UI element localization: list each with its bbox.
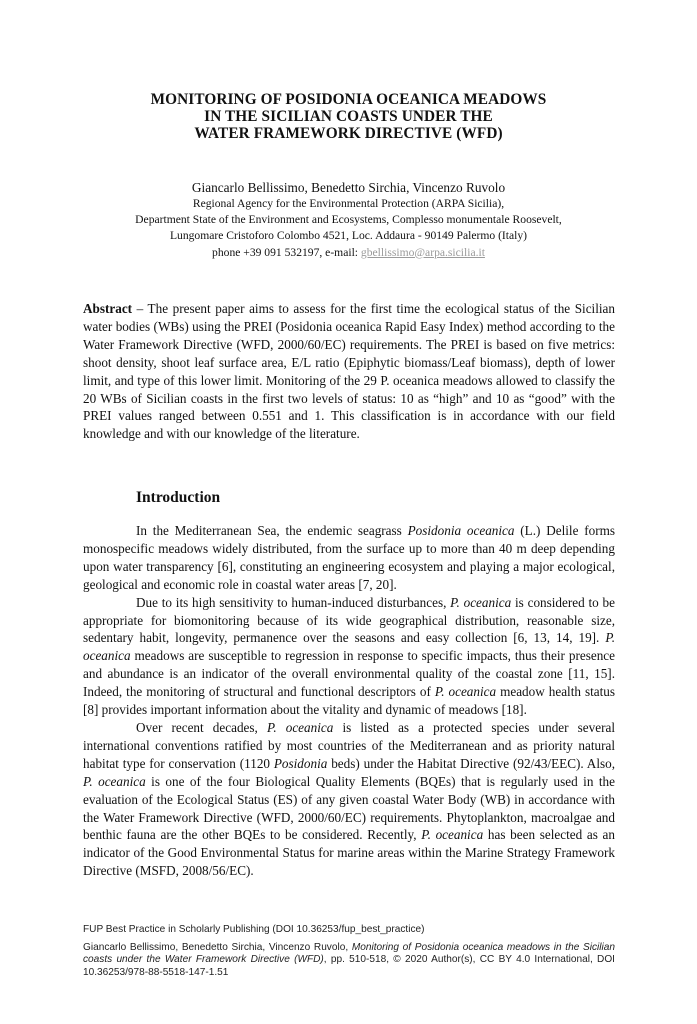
abstract-dash: – [132, 301, 148, 316]
text-run: Over recent decades, [136, 719, 267, 735]
abstract-text: The present paper aims to assess for the first time the ecological status of the Sicilian water bodies (WBs) using the PREI (Posidonia oceanica Rapid Easy Index) method according to the Water Framework Directive (WFD, 2000/60/EC) requirements. The PREI is based on five metrics: shoot density, shoot leaf surface area, E/L ratio (Epiphytic biomass/Leaf biomass), depth of lower limit, and type of this lower limit. Monitoring of the 29 P. oceanica meadows allowed to classify the 20 WBs of Sicilian coasts in the first two levels of status: 10 as “high” and 10 as “good” with the PREI values ranged between 0.551 and 1. This classification is in accordance with our field knowledge and with our knowledge of the literature. [83, 301, 615, 442]
author-names: Giancarlo Bellissimo, Benedetto Sirchia, Vincenzo Ruvolo [191, 180, 506, 195]
text-run: Due to its high sensitivity to human-induced disturbances, [136, 594, 451, 610]
title-line: MONITORING OF POSIDONIA OCEANICA MEADOWS [150, 91, 547, 108]
intro-paragraph-2 [83, 594, 615, 719]
text-run: (L.) Delile forms monospecific meadows widely distributed, from the surface up to more than 40 m deep depending upon water transparency [6], constituting an engineering ecosystem and playing a major ecological, geological and economic role in coastal water areas [7, 20]. [83, 523, 616, 592]
text-run: has been selected as an indicator of the Good Environmental Status for marine areas within the Marine Strategy Framework Directive (MSFD, 2008/56/EC). [83, 827, 616, 879]
section-heading-introduction: Introduction [136, 489, 221, 506]
species-name: Posidonia oceanica [407, 523, 515, 538]
species-name: P. oceanica [83, 630, 615, 664]
abstract [83, 300, 615, 443]
affiliation-line: Department State of the Environment and Ecosystems, Complesso monumentale Roosevelt, [135, 213, 562, 227]
citation-details: , pp. 510-518, © 2020 Author(s), CC BY 4.0 International, DOI 10.36253/978-88-5518-147-1.51 [83, 954, 615, 978]
title-line: IN THE SICILIAN COASTS UNDER THE [204, 108, 493, 125]
page-footer [83, 924, 615, 979]
genus-name: Posidonia [273, 755, 328, 771]
citation-authors: Giancarlo Bellissimo, Benedetto Sirchia, Vincenzo Ruvolo, [83, 941, 352, 953]
citation-line [83, 942, 615, 980]
text-run: meadows are susceptible to regression in response to specific impacts, thus their presence and abundance is an indicator of the overall environmental quality of the coastal zone [11, 15]. Indeed, the monitoring of structural and functional descriptors of [83, 648, 615, 700]
abstract-paragraph [83, 300, 615, 443]
text-run: is one of the four Biological Quality Elements (BQEs) that is regularly used in the evaluation of the Ecological Status (ES) of any given coastal Water Body (WB) in accordance with the Water Framework Directive (WFD, 2000/60/EC) requirements. Phytoplankton, macroalgae and benthic fauna are the other BQEs to be considered. Recently, [83, 773, 616, 843]
title-line: WATER FRAMEWORK DIRECTIVE (WFD) [194, 125, 503, 142]
paper-title [60, 91, 637, 142]
text-run: is considered to be appropriate for biomonitoring because of its wide geographical distribution, reasonable size, sedentary habit, longevity, permanence over the seasons and easy collection [6, 13, 14, 19]. [83, 594, 616, 646]
text-run: In the Mediterranean Sea, the endemic seagrass [136, 523, 408, 538]
series-line: FUP Best Practice in Scholarly Publishing (DOI 10.36253/fup_best_practice) [83, 924, 425, 935]
intro-paragraph-1 [83, 522, 615, 594]
contact-line [40, 245, 657, 261]
contact-prefix: phone +39 091 532197, e-mail: [212, 245, 361, 259]
introduction-body [83, 522, 615, 880]
affiliation-line: Lungomare Cristoforo Colombo 4521, Loc. Addaura - 90149 Palermo (Italy) [169, 229, 528, 243]
text-run: meadow health status [8] provides important information about the vitality and dynamic of meadows [18]. [83, 684, 615, 718]
text-run: beds) under the Habitat Directive (92/43/EEC). Also, [327, 755, 616, 771]
species-name: P. oceanica [83, 773, 146, 789]
intro-paragraph-3 [83, 719, 615, 880]
species-name: P. oceanica [434, 684, 497, 700]
author-block [40, 179, 657, 261]
species-name: P. oceanica [266, 719, 334, 735]
email-link[interactable]: gbellissimo@arpa.sicilia.it [360, 245, 485, 259]
citation-title: Monitoring of Posidonia oceanica meadows in the Sicilian coasts under the Water Framework Directive (WFD) [83, 941, 615, 966]
abstract-label: Abstract [83, 301, 133, 316]
species-name: P. oceanica [421, 827, 484, 843]
species-name: P. oceanica [450, 594, 512, 610]
text-run: is listed as a protected species under several international conventions ratified by most countries of the Mediterranean and as priority natural habitat type for conservation (1120 [83, 719, 616, 771]
affiliation-line: Regional Agency for the Environmental Protection (ARPA Sicilia), [192, 197, 505, 210]
